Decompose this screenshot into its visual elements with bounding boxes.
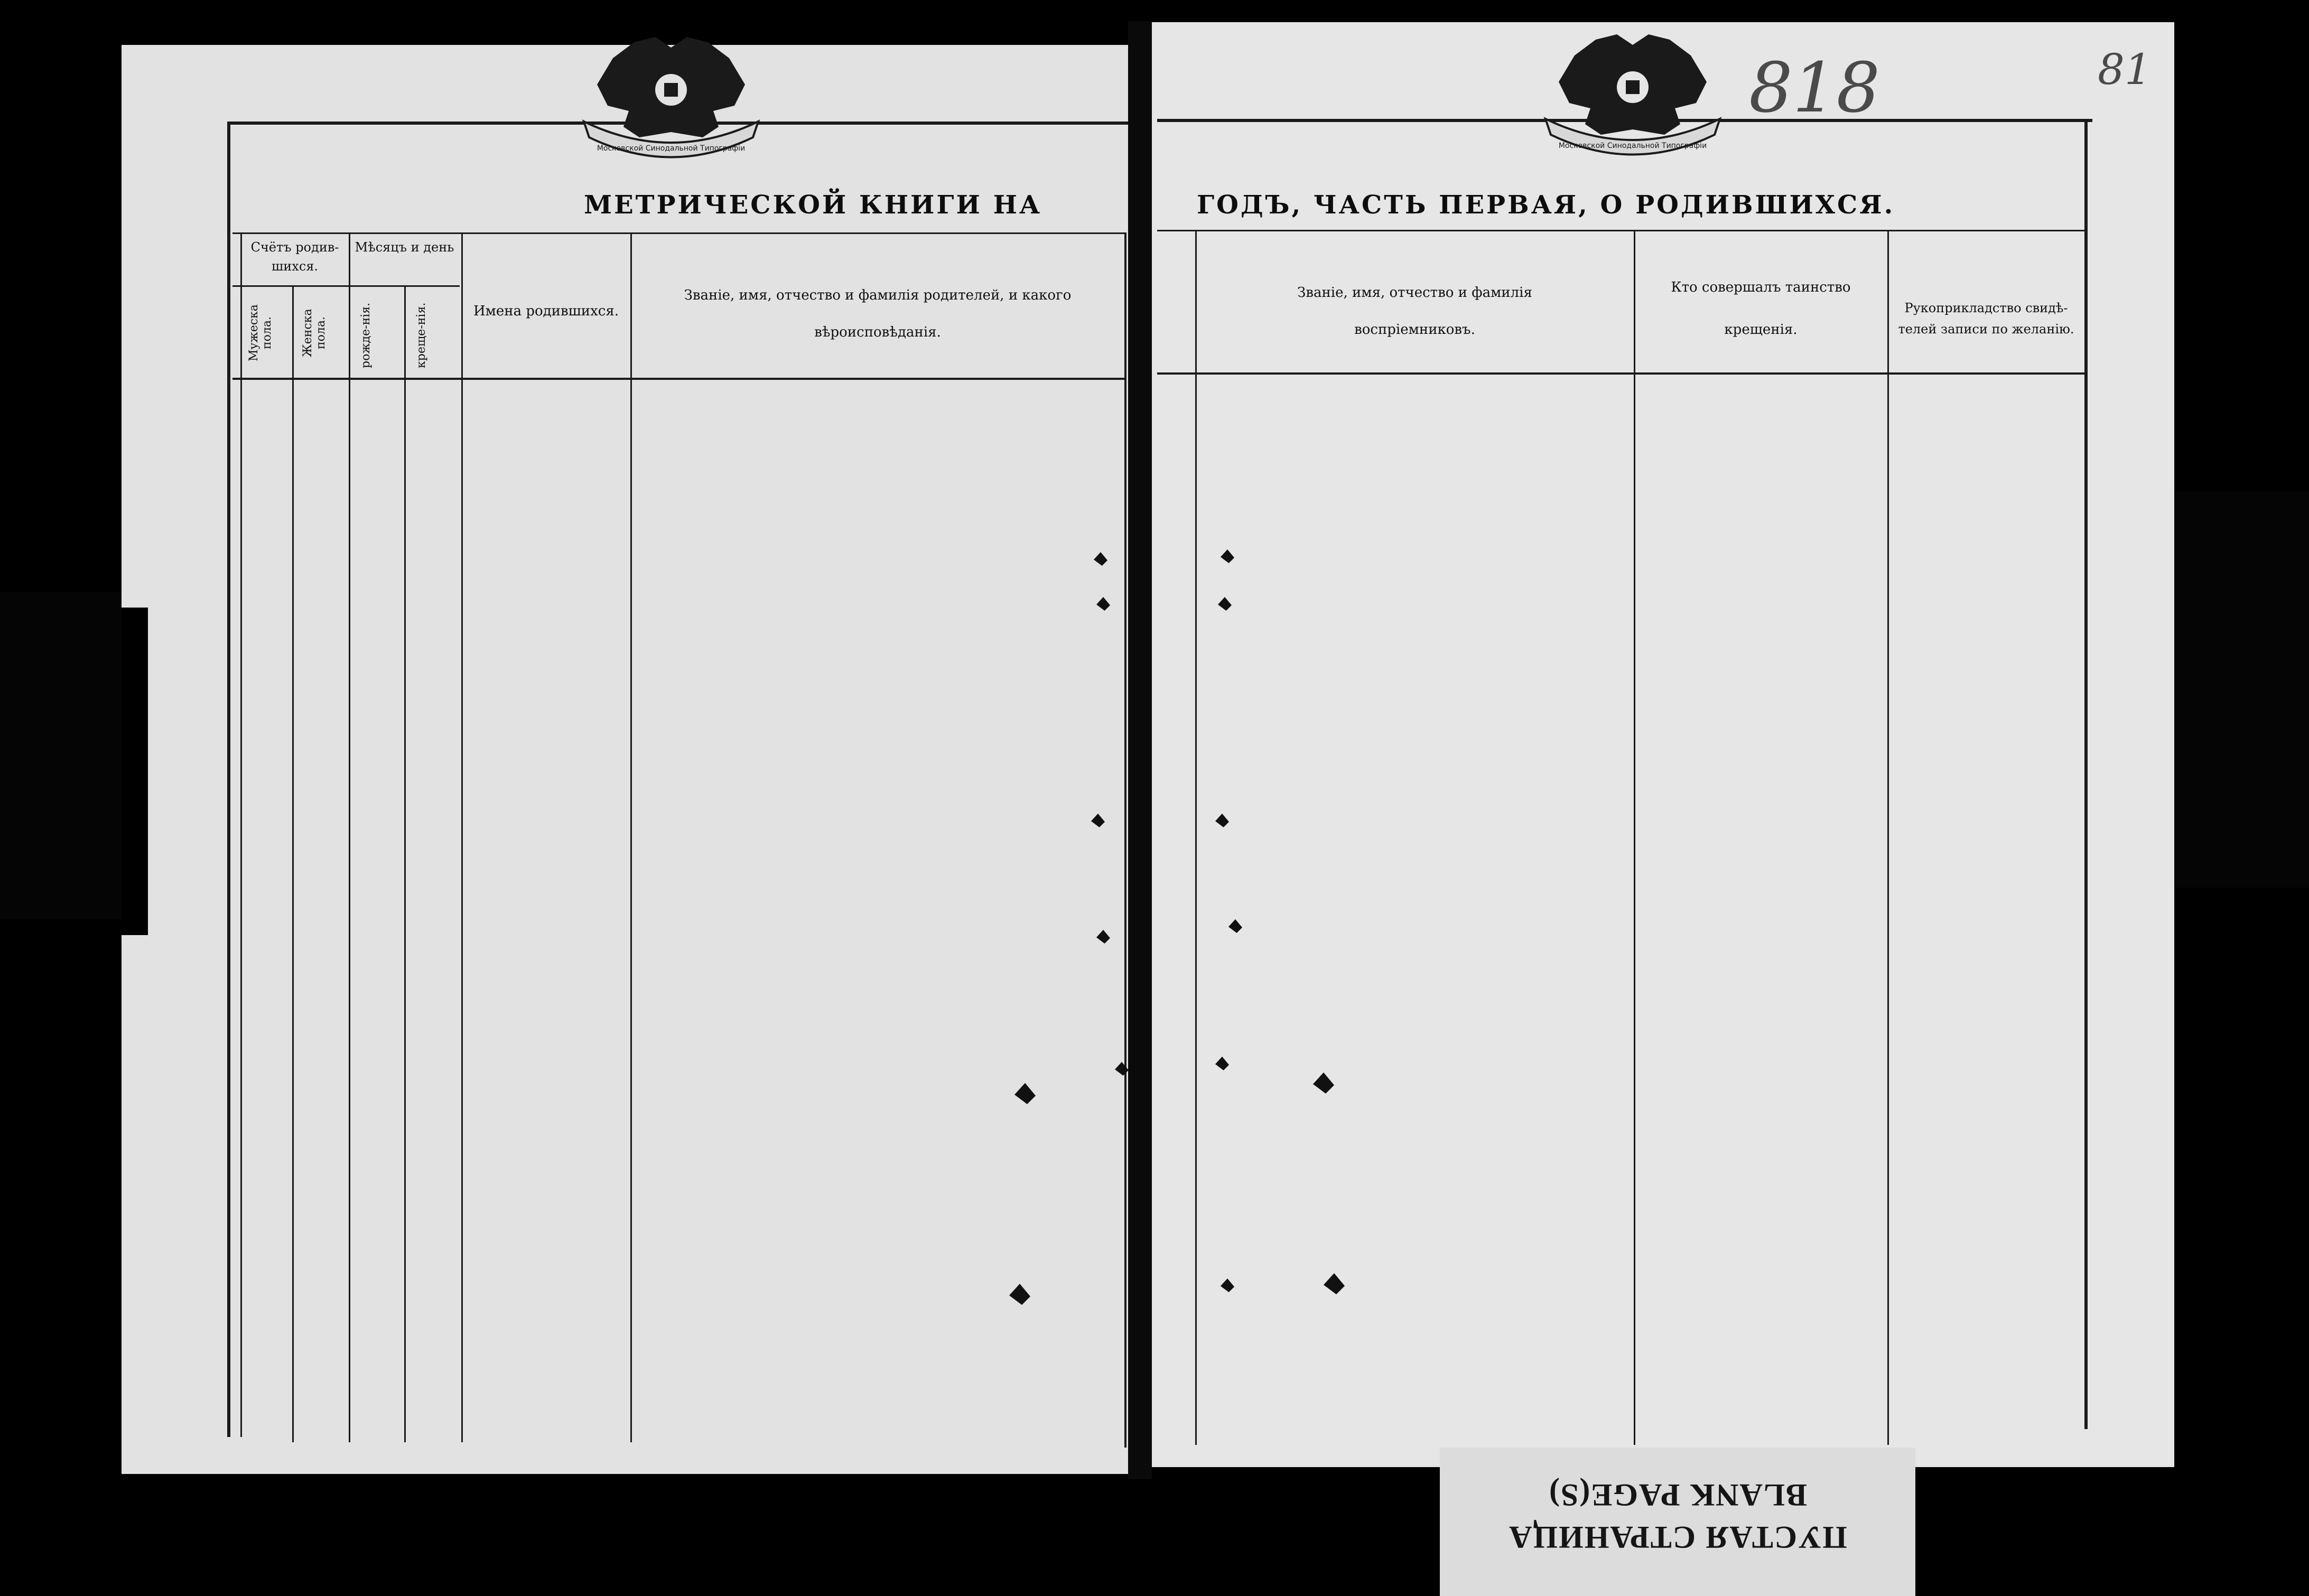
left-col-line-7 <box>1124 232 1126 1448</box>
col-count-female: Женска пола. <box>301 309 328 357</box>
right-col-line-3 <box>1887 230 1889 1445</box>
left-col-line-1 <box>240 232 242 1437</box>
folio-number: 81 <box>2098 45 2152 94</box>
right-page <box>1152 22 2174 1467</box>
col-birth: рожде-нія. <box>359 302 373 369</box>
right-col-line-1 <box>1195 230 1197 1445</box>
left-col-line-6 <box>630 232 632 1442</box>
right-page-header: ГОДЪ, ЧАСТЬ ПЕРВАЯ, О РОДИВШИХСЯ. <box>1197 190 1895 220</box>
right-outer-rule <box>2084 119 2088 1429</box>
stamp-line-1: ПУСТАЯ СТРАНИЦА <box>1508 1520 1847 1555</box>
left-page-edge <box>148 605 206 938</box>
right-colhead-rule <box>1157 372 2084 375</box>
col-godparents-line2: воспріемниковъ. <box>1354 322 1475 338</box>
right-col-line-2 <box>1634 230 1635 1445</box>
col-parents-line1: Званіе, имя, отчество и фамилія родителей, и какого <box>684 287 1072 303</box>
col-godparents-line1: Званіе, имя, отчество и фамилія <box>1297 285 1532 301</box>
col-names: Имена родившихся. <box>473 303 619 319</box>
right-header-rule <box>1157 230 2084 231</box>
left-emblem-ribbon: Московской Синодальной Типографіи <box>597 144 746 153</box>
left-page-header: МЕТРИЧЕСКОЙ КНИГИ НА <box>584 190 1042 220</box>
col-count-male: Мужеска пола. <box>247 304 274 361</box>
left-header-rule <box>232 232 1125 234</box>
col-officiant-line2: крещенія. <box>1724 322 1798 338</box>
col-witnesses-line1: Рукоприкладство свидѣ- <box>1904 301 2068 315</box>
left-colhead-rule <box>232 378 1125 380</box>
col-officiant-line1: Кто совершалъ таинство <box>1671 279 1851 295</box>
left-col-line-5 <box>461 232 463 1442</box>
col-parents-line2: вѣроисповѣданія. <box>814 324 941 340</box>
right-emblem-ribbon: Московской Синодальной Типографіи <box>1558 142 1707 150</box>
left-subhead-rule <box>232 285 460 287</box>
col-month-day: Мѣсяцъ и день <box>355 240 454 255</box>
col-baptism: креще-нія. <box>415 302 428 369</box>
right-emblem-icon <box>1535 29 1730 166</box>
handwritten-record-number: 818 <box>1749 48 1880 128</box>
left-col-line-2 <box>292 285 294 1442</box>
left-col-line-4 <box>404 285 406 1442</box>
blank-page-stamp <box>1440 1448 1915 1596</box>
stamp-line-2: BLANK PAGE(S) <box>1548 1478 1807 1513</box>
col-count-heading: Счётъ родив-шихся. <box>250 240 339 274</box>
left-emblem-icon <box>573 32 769 169</box>
left-outer-rule <box>227 122 230 1437</box>
col-witnesses-line2: телей записи по желанію. <box>1898 322 2074 337</box>
left-col-line-3 <box>349 232 350 1442</box>
book-gutter <box>1128 21 1152 1479</box>
